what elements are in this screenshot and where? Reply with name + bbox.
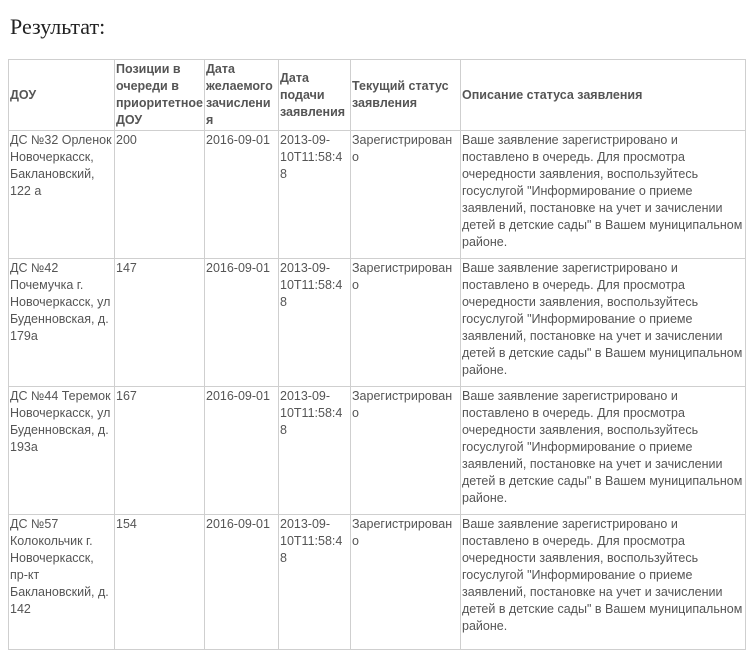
results-table: [8, 59, 746, 650]
table-row: [9, 387, 746, 515]
cell-position: 154: [115, 515, 205, 650]
column-header-desired-date: Дата желаемого зачисления: [205, 60, 279, 131]
cell-submit-date: 2013-09-10T11:58:48: [279, 515, 351, 650]
page-title: Результат:: [10, 14, 106, 39]
cell-description: Ваше заявление зарегистрировано и поставлено в очередь. Для просмотра очередности заявления, воспользуйтесь госуслугой "Информирование о приеме заявлений, постановке на учет и зачислении детей в детские сады" в Вашем муниципальном районе.: [461, 131, 746, 259]
cell-description: Ваше заявление зарегистрировано и поставлено в очередь. Для просмотра очередности заявления, воспользуйтесь госуслугой "Информирование о приеме заявлений, постановке на учет и зачислении детей в детские сады" в Вашем муниципальном районе.: [461, 515, 746, 650]
cell-description: Ваше заявление зарегистрировано и поставлено в очередь. Для просмотра очередности заявления, воспользуйтесь госуслугой "Информирование о приеме заявлений, постановке на учет и зачислении детей в детские сады" в Вашем муниципальном районе.: [461, 387, 746, 515]
cell-submit-date: 2013-09-10T11:58:48: [279, 387, 351, 515]
column-header-description: Описание статуса заявления: [461, 60, 746, 131]
table-row: [9, 131, 746, 259]
column-header-status: Текущий статус заявления: [351, 60, 461, 131]
cell-position: 147: [115, 259, 205, 387]
cell-position: 200: [115, 131, 205, 259]
table-row: [9, 515, 746, 650]
cell-submit-date: 2013-09-10T11:58:48: [279, 131, 351, 259]
cell-position: 167: [115, 387, 205, 515]
cell-submit-date: 2013-09-10T11:58:48: [279, 259, 351, 387]
cell-desired-date: 2016-09-01: [205, 131, 279, 259]
column-header-submit-date: Дата подачи заявления: [279, 60, 351, 131]
cell-desired-date: 2016-09-01: [205, 387, 279, 515]
cell-status: Зарегистрировано: [351, 515, 461, 650]
cell-status: Зарегистрировано: [351, 259, 461, 387]
table-row: [9, 259, 746, 387]
cell-dou: ДС №42 Почемучка г. Новочеркасск, ул Буденновская, д. 179а: [9, 259, 115, 387]
cell-status: Зарегистрировано: [351, 131, 461, 259]
cell-description: Ваше заявление зарегистрировано и поставлено в очередь. Для просмотра очередности заявления, воспользуйтесь госуслугой "Информирование о приеме заявлений, постановке на учет и зачислении детей в детские сады" в Вашем муниципальном районе.: [461, 259, 746, 387]
column-header-dou: ДОУ: [9, 60, 115, 131]
cell-dou: ДС №44 Теремок Новочеркасск, ул Буденновская, д. 193а: [9, 387, 115, 515]
column-header-position: Позиции в очереди в приоритетное ДОУ: [115, 60, 205, 131]
cell-status: Зарегистрировано: [351, 387, 461, 515]
table-header-row: [9, 60, 746, 131]
cell-dou: ДС №32 Орленок Новочеркасск, Баклановский, 122 а: [9, 131, 115, 259]
cell-dou: ДС №57 Колокольчик г. Новочеркасск, пр-кт Баклановский, д. 142: [9, 515, 115, 650]
cell-desired-date: 2016-09-01: [205, 515, 279, 650]
cell-desired-date: 2016-09-01: [205, 259, 279, 387]
